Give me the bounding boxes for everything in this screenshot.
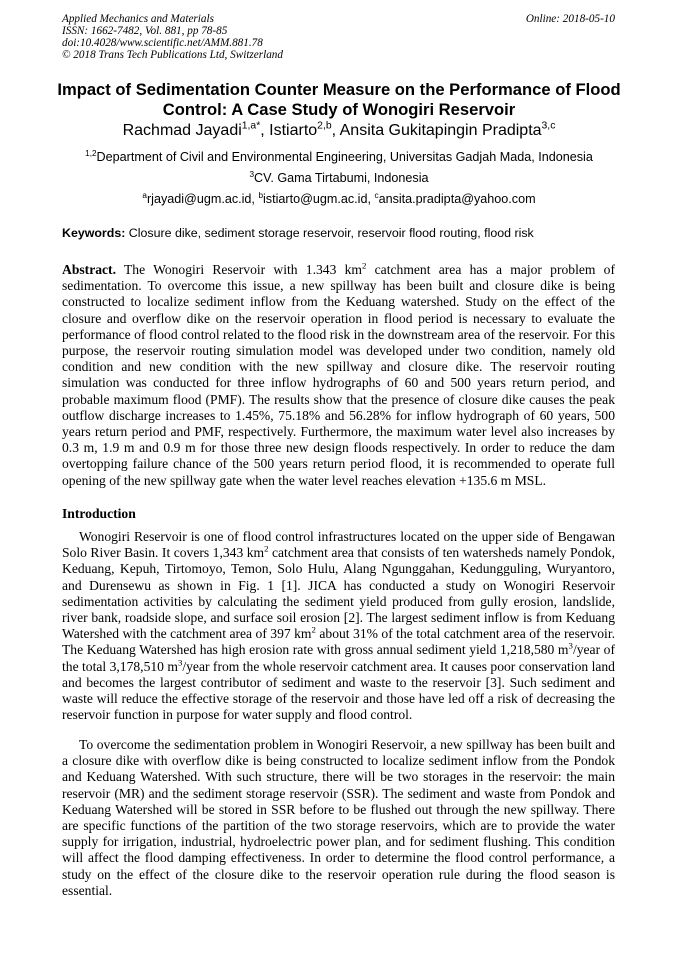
author-name: Rachmad Jayadi	[122, 122, 242, 139]
email[interactable]: ansita.pradipta@yahoo.com	[378, 192, 536, 206]
email-sup: c	[374, 190, 379, 200]
keywords-label: Keywords:	[62, 226, 126, 240]
affiliation-text: Department of Civil and Environmental Engineering, Universitas Gadjah Mada, Indonesia	[96, 150, 593, 164]
text: about 31% of the total catchment area of the reservoir. The Keduang Watershed has high erosion rate with gross annual sediment yield 1,218,580 m	[62, 626, 615, 658]
affiliation-1	[30, 150, 648, 164]
keywords	[62, 226, 534, 240]
affiliation-2	[30, 171, 648, 185]
text: /year of the total 3,178,510 m	[62, 642, 616, 674]
text: The Wonogiri Reservoir with 1.343 km	[115, 262, 362, 277]
superscript: 3	[568, 640, 573, 651]
emails	[30, 192, 648, 206]
text: catchment area has a major problem of sedimentation. To overcome this issue, a new spillway has been built and closure dike is being constructed to localize sediment inflow from the Keduang watershed. Study on the effect of the closure and overflow dike on the reservoir operation in flood period is necessary to evaluate the performance of flood control related to the flood risk in the downstream area of the reservoir. For this purpose, the reservoir routing simulation model was developed under two condition, namely old condition and new condition with the new spillway and closure dike. The reservoir routing simulation was conducted for three inflow hydrographs of 60 and 500 years return period, and probable maximum flood (PMF). The results show that the presence of closure dike causes the peak outflow discharge increases to 1.45%, 75.18% and 56.28% for inflow hydrograph of 60 years, 500 years return period and PMF, respectively. Furthermore, the maximum water level also increases by 0.3 m, 1.9 m and 0.9 m for those three new design floods respectively. In order to reduce the dam overtopping failure chance of the 500 years return period flood, it is recommended to operate full opening of the new spillway gate when the water level reaches elevation +135.6 m MSL.	[62, 262, 616, 488]
text: Wonogiri Reservoir is one of flood control infrastructures located on the upper side of Bengawan Solo River Basin. It covers 1,343 km	[62, 529, 615, 561]
copyright: © 2018 Trans Tech Publications Ltd, Switzerland	[62, 49, 283, 61]
doi: doi:10.4028/www.scientific.net/AMM.881.78	[62, 37, 263, 49]
email-sup: b	[258, 190, 263, 200]
superscript: 2	[362, 260, 367, 271]
issn: ISSN: 1662-7482, Vol. 881, pp 78-85	[62, 25, 228, 37]
email[interactable]: istiarto@ugm.ac.id,	[263, 192, 375, 206]
intro-paragraph-2: To overcome the sedimentation problem in Wonogiri Reservoir, a new spillway has been built and a closure dike with overflow dike is being constructed to localize sediment inflow from the Pondok and Keduang Watershed. With such structure, there will be two storages in the reservoir: the main reservoir (MR) and the sediment storage reservoir (SSR). The sediment and waste from Pondok and Keduang Watershed will be stored in SSR before to be flushed out through the new spillway. There are specific functions of the partition of the two storage reservoirs, which are to provide the water supply for irrigation, industrial, hydroelectric power plan, and for sediment flushing. This condition will affect the flood damping effectiveness. In order to determine the flood control performance, a study on the effect of the closure dike to the reservoir operation rule during the flood season is essential.	[62, 737, 615, 898]
section-heading: Introduction	[62, 506, 136, 521]
email[interactable]: rjayadi@ugm.ac.id,	[146, 192, 259, 206]
text: /year from the whole reservoir catchment area. It causes poor conservation land and becomes the largest contributor of sediment and waste to the reservoir [3]. Such sediment and waste will reduce the effective storage of the reservoir and those have led off a risk of decreasing the reservoir function in purpose for water supply and flood control.	[62, 658, 615, 723]
author-sup: 1,a*	[241, 120, 261, 132]
keywords-text: Closure dike, sediment storage reservoir, reservoir flood routing, flood risk	[125, 226, 534, 240]
author-name: , Istiarto	[260, 122, 318, 139]
author-name: , Ansita Gukitapingin Pradipta	[331, 122, 542, 139]
abstract-label: Abstract.	[62, 262, 116, 277]
text: catchment area that consists of ten watersheds namely Pondok, Keduang, Kepuh, Tirtomoyo, Temon, Solo Hulu, Alang Ngunggahan, Kedungguling, Wuryantoro, and Durensewu as shown in Fig. 1 [1]. JICA has conducted a study on Wonogiri Reservoir sedimentation activities by calculating the sediment yield produced from gully erosion, landslide, river bank, roadside slope, and surface soil erosion [2]. The largest sediment inflow is from Keduang Watershed with the catchment area of 397 km	[62, 545, 615, 642]
superscript: 3	[177, 657, 183, 668]
affiliation-text: CV. Gama Tirtabumi, Indonesia	[254, 171, 429, 185]
superscript: 2	[311, 624, 316, 635]
journal-name: Applied Mechanics and Materials	[62, 13, 214, 25]
affiliation-sup: 1,2	[85, 148, 97, 158]
online-date: Online: 2018-05-10	[525, 13, 615, 25]
superscript: 2	[264, 543, 269, 554]
journal-info	[62, 13, 283, 61]
abstract	[62, 262, 615, 489]
paper-title: Impact of Sedimentation Counter Measure on the Performance of Flood Control: A Case Study of Wonogiri Reservoir	[57, 80, 621, 119]
authors	[30, 122, 648, 140]
email-sup: a	[142, 190, 147, 200]
intro-paragraph-1	[62, 529, 615, 723]
author-sup: 3,c	[541, 120, 556, 132]
author-sup: 2,b	[317, 120, 332, 132]
affiliation-sup: 3	[249, 169, 254, 179]
